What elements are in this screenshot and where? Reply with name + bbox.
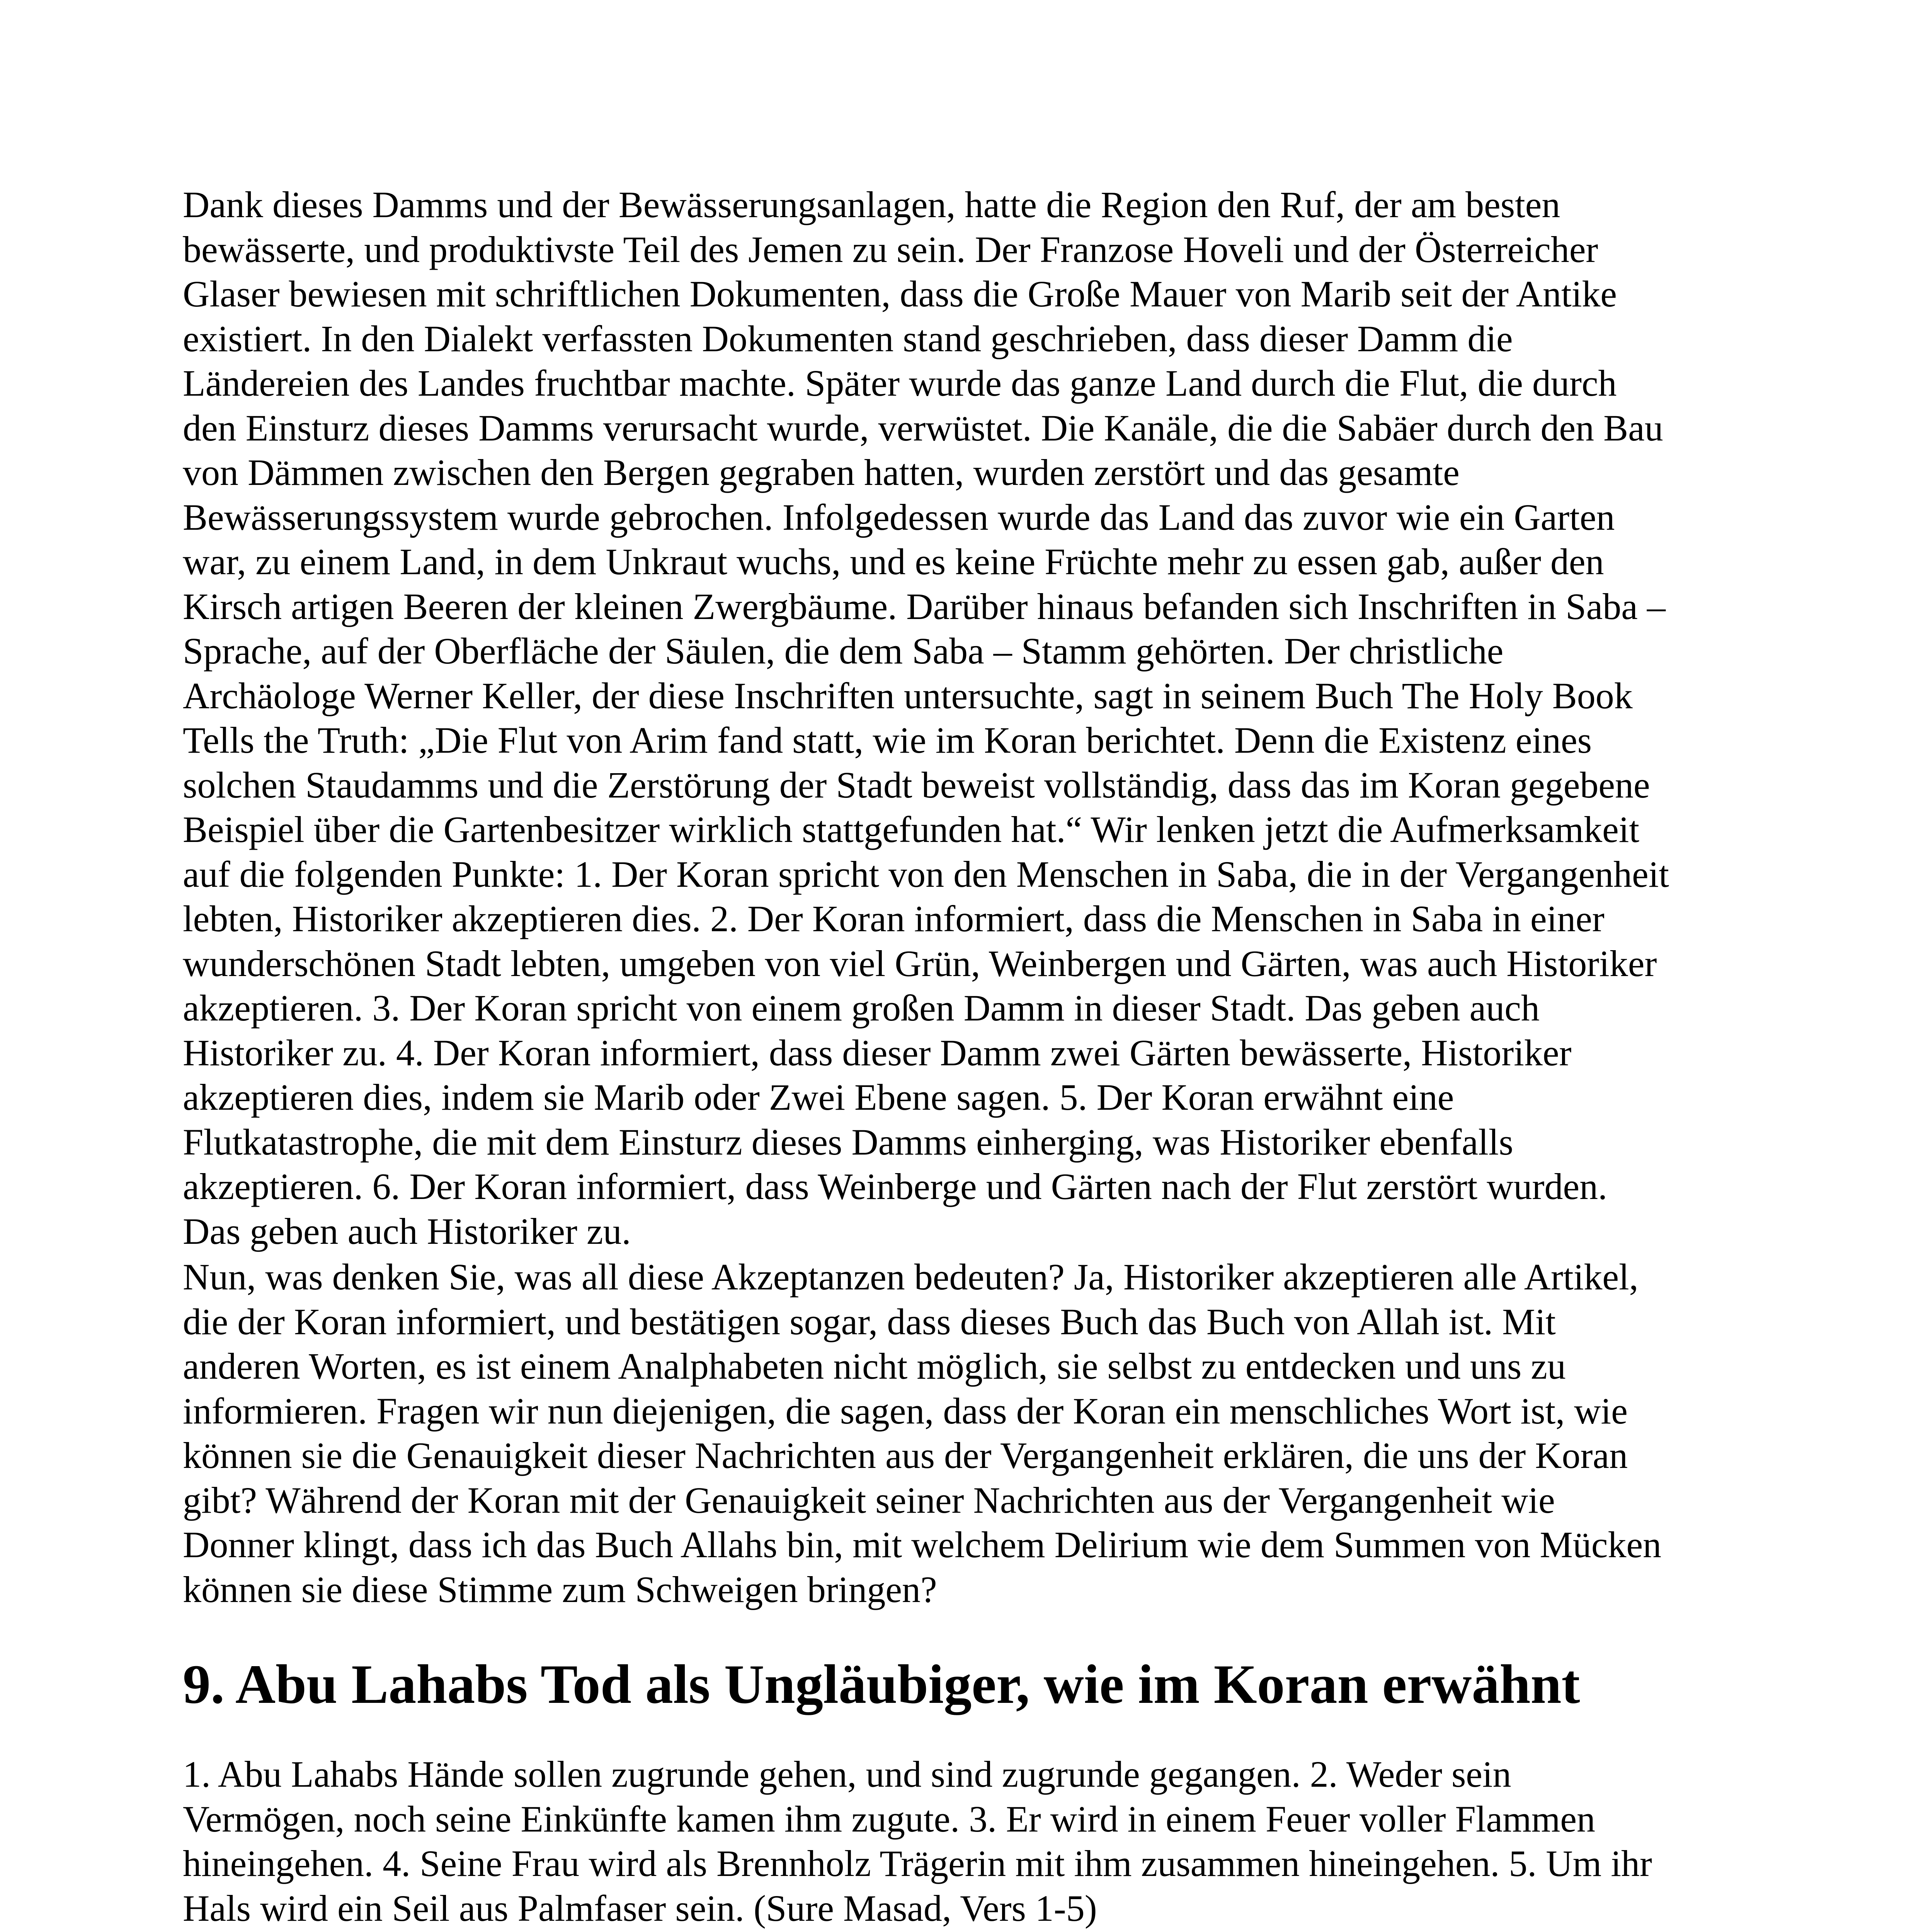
paragraph-historians-conclusion: Nun, was denken Sie, was all diese Akzeptanzen bedeuten? Ja, Historiker akzeptieren alle Artikel, die der Koran informiert, und bestätigen sogar, dass dieses Buch das Buch von Allah ist. Mit anderen Worten, es ist einem Analphabeten nicht möglich, sie selbst zu entdecken und uns zu informieren. Fragen wir nun diejenigen, die sagen, dass der Koran ein menschliches Wort ist, wie können sie die Genauigkeit dieser Nachrichten aus der Vergangenheit erklären, die uns der Koran gibt? Während der Koran mit der Genauigkeit seiner Nachrichten aus der Vergangenheit wie Donner klingt, dass ich das Buch Allahs bin, mit welchem Delirium wie dem Summen von Mücken können sie diese Stimme zum Schweigen bringen?: [183, 1256, 1662, 1610]
paragraph-sura-masad-quote: 1. Abu Lahabs Hände sollen zugrunde gehen, und sind zugrunde gegangen. 2. Weder sein Vermögen, noch seine Einkünfte kamen ihm zugute. 3. Er wird in einem Feuer voller Flammen hineingehen. 4. Seine Frau wird als Brennholz Trägerin mit ihm zusammen hineingehen. 5. Um ihr Hals wird ein Seil aus Palmfaser sein. (Sure Masad, Vers 1-5): [183, 1753, 1652, 1929]
section-heading: 9. Abu Lahabs Tod als Ungläubiger, wie im Koran erwähnt: [183, 1654, 1580, 1715]
paragraph-marib-dam: Dank dieses Damms und der Bewässerungsanlagen, hatte die Region den Ruf, der am besten bewässerte, und produktivste Teil des Jemen zu sein. Der Franzose Hoveli und der Österreicher Glaser bewiesen mit schriftlichen Dokumenten, dass die Große Mauer von Marib seit der Antike existiert. In den Dialekt verfassten Dokumenten stand geschrieben, dass dieser Damm die Ländereien des Landes fruchtbar machte. Später wurde das ganze Land durch die Flut, die durch den Einsturz dieses Damms verursacht wurde, verwüstet. Die Kanäle, die die Sabäer durch den Bau von Dämmen zwischen den Bergen gegraben hatten, wurden zerstört und das gesamte Bewässerungssystem wurde gebrochen. Infolgedessen wurde das Land das zuvor wie ein Garten war, zu einem Land, in dem Unkraut wuchs, und es keine Früchte mehr zu essen gab, außer den Kirsch artigen Beeren der kleinen Zwergbäume. Darüber hinaus befanden sich Inschriften in Saba – Sprache, auf der Oberfläche der Säulen, die dem Saba – Stamm gehörten. Der christliche Archäologe Werner Keller, der diese Inschriften untersuchte, sagt in seinem Buch The Holy Book Tells the Truth: „Die Flut von Arim fand statt, wie im Koran berichtet. Denn die Existenz eines solchen Staudamms und die Zerstörung der Stadt beweist vollständig, dass das im Koran gegebene Beispiel über die Gartenbesitzer wirklich stattgefunden hat.“ Wir lenken jetzt die Aufmerksamkeit auf die folgenden Punkte: 1. Der Koran spricht von den Menschen in Saba, die in der Vergangenheit lebten, Historiker akzeptieren dies. 2. Der Koran informiert, dass die Menschen in Saba in einer wunderschönen Stadt lebten, umgeben von viel Grün, Weinbergen und Gärten, was auch Historiker akzeptieren. 3. Der Koran spricht von einem großen Damm in dieser Stadt. Das geben auch Historiker zu. 4. Der Koran informiert, dass dieser Damm zwei Gärten bewässerte, Historiker akzeptieren dies, indem sie Marib oder Zwei Ebene sagen. 5. Der Koran erwähnt eine Flutkatastrophe, die mit dem Einsturz dieses Damms einherging, was Historiker ebenfalls akzeptieren. 6. Der Koran informiert, dass Weinberge und Gärten nach der Flut zerstört wurden. Das geben auch Historiker zu.: [183, 184, 1669, 1252]
